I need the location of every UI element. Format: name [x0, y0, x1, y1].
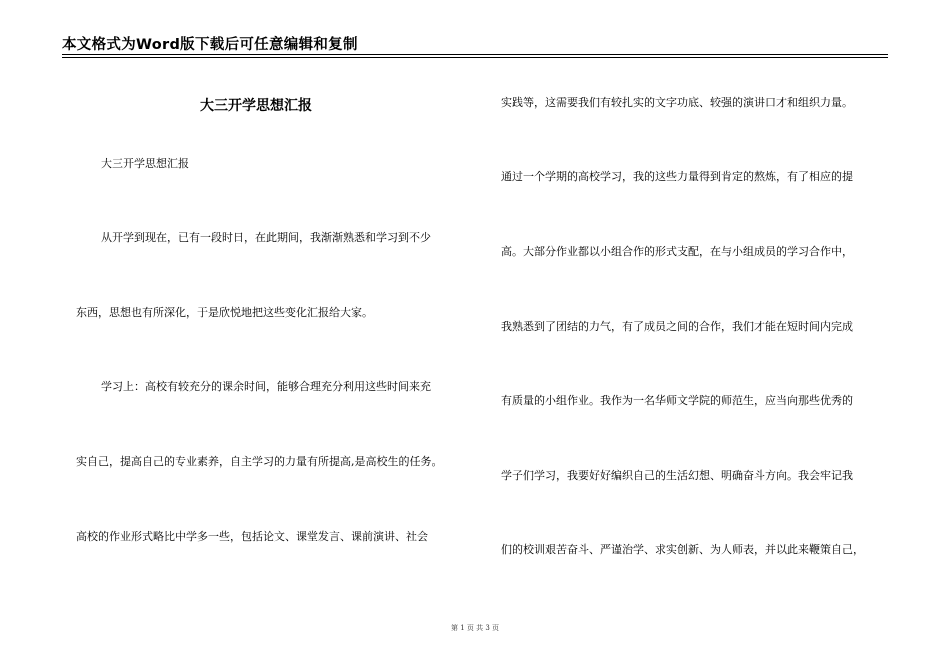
text-line: 我熟悉到了团结的力气，有了成员之间的合作，我们才能在短时间内完成 [501, 320, 853, 333]
header-rule [62, 54, 888, 58]
text-line: 有质量的小组作业。我作为一名华师文学院的师范生，应当向那些优秀的 [501, 394, 853, 407]
text-line: 高。大部分作业都以小组合作的形式支配，在与小组成员的学习合作中， [501, 245, 853, 258]
text-line: 从开学到现在，已有一段时日，在此期间，我渐渐熟悉和学习到不少 [101, 231, 431, 244]
text-line: 实自己，提高自己的专业素养，自主学习的力量有所提高,是高校生的任务。 [76, 455, 443, 468]
text-line: 学子们学习，我要好好编织自己的生活幻想、明确奋斗方向。我会牢记我 [501, 469, 853, 482]
text-line: 学习上：高校有较充分的课余时间，能够合理充分利用这些时间来充 [101, 380, 431, 393]
page-number: 第 1 页 共 3 页 [450, 624, 500, 632]
text-line: 实践等，这需要我们有较扎实的文字功底、较强的演讲口才和组织力量。 [501, 96, 853, 109]
text-line: 东西，思想也有所深化，于是欣悦地把这些变化汇报给大家。 [76, 306, 373, 319]
document-title: 大三开学思想汇报 [200, 98, 312, 114]
text-line: 通过一个学期的高校学习，我的这些力量得到肯定的熬炼，有了相应的提 [501, 170, 853, 183]
subtitle-line: 大三开学思想汇报 [101, 157, 189, 170]
text-line: 们的校训艰苦奋斗、严谨治学、求实创新、为人师表，并以此来鞭策自己， [501, 543, 864, 556]
download-banner: 本文格式为Word版下载后可任意编辑和复制 [62, 37, 358, 53]
text-line: 高校的作业形式略比中学多一些，包括论文、课堂发言、课前演讲、社会 [76, 530, 428, 543]
